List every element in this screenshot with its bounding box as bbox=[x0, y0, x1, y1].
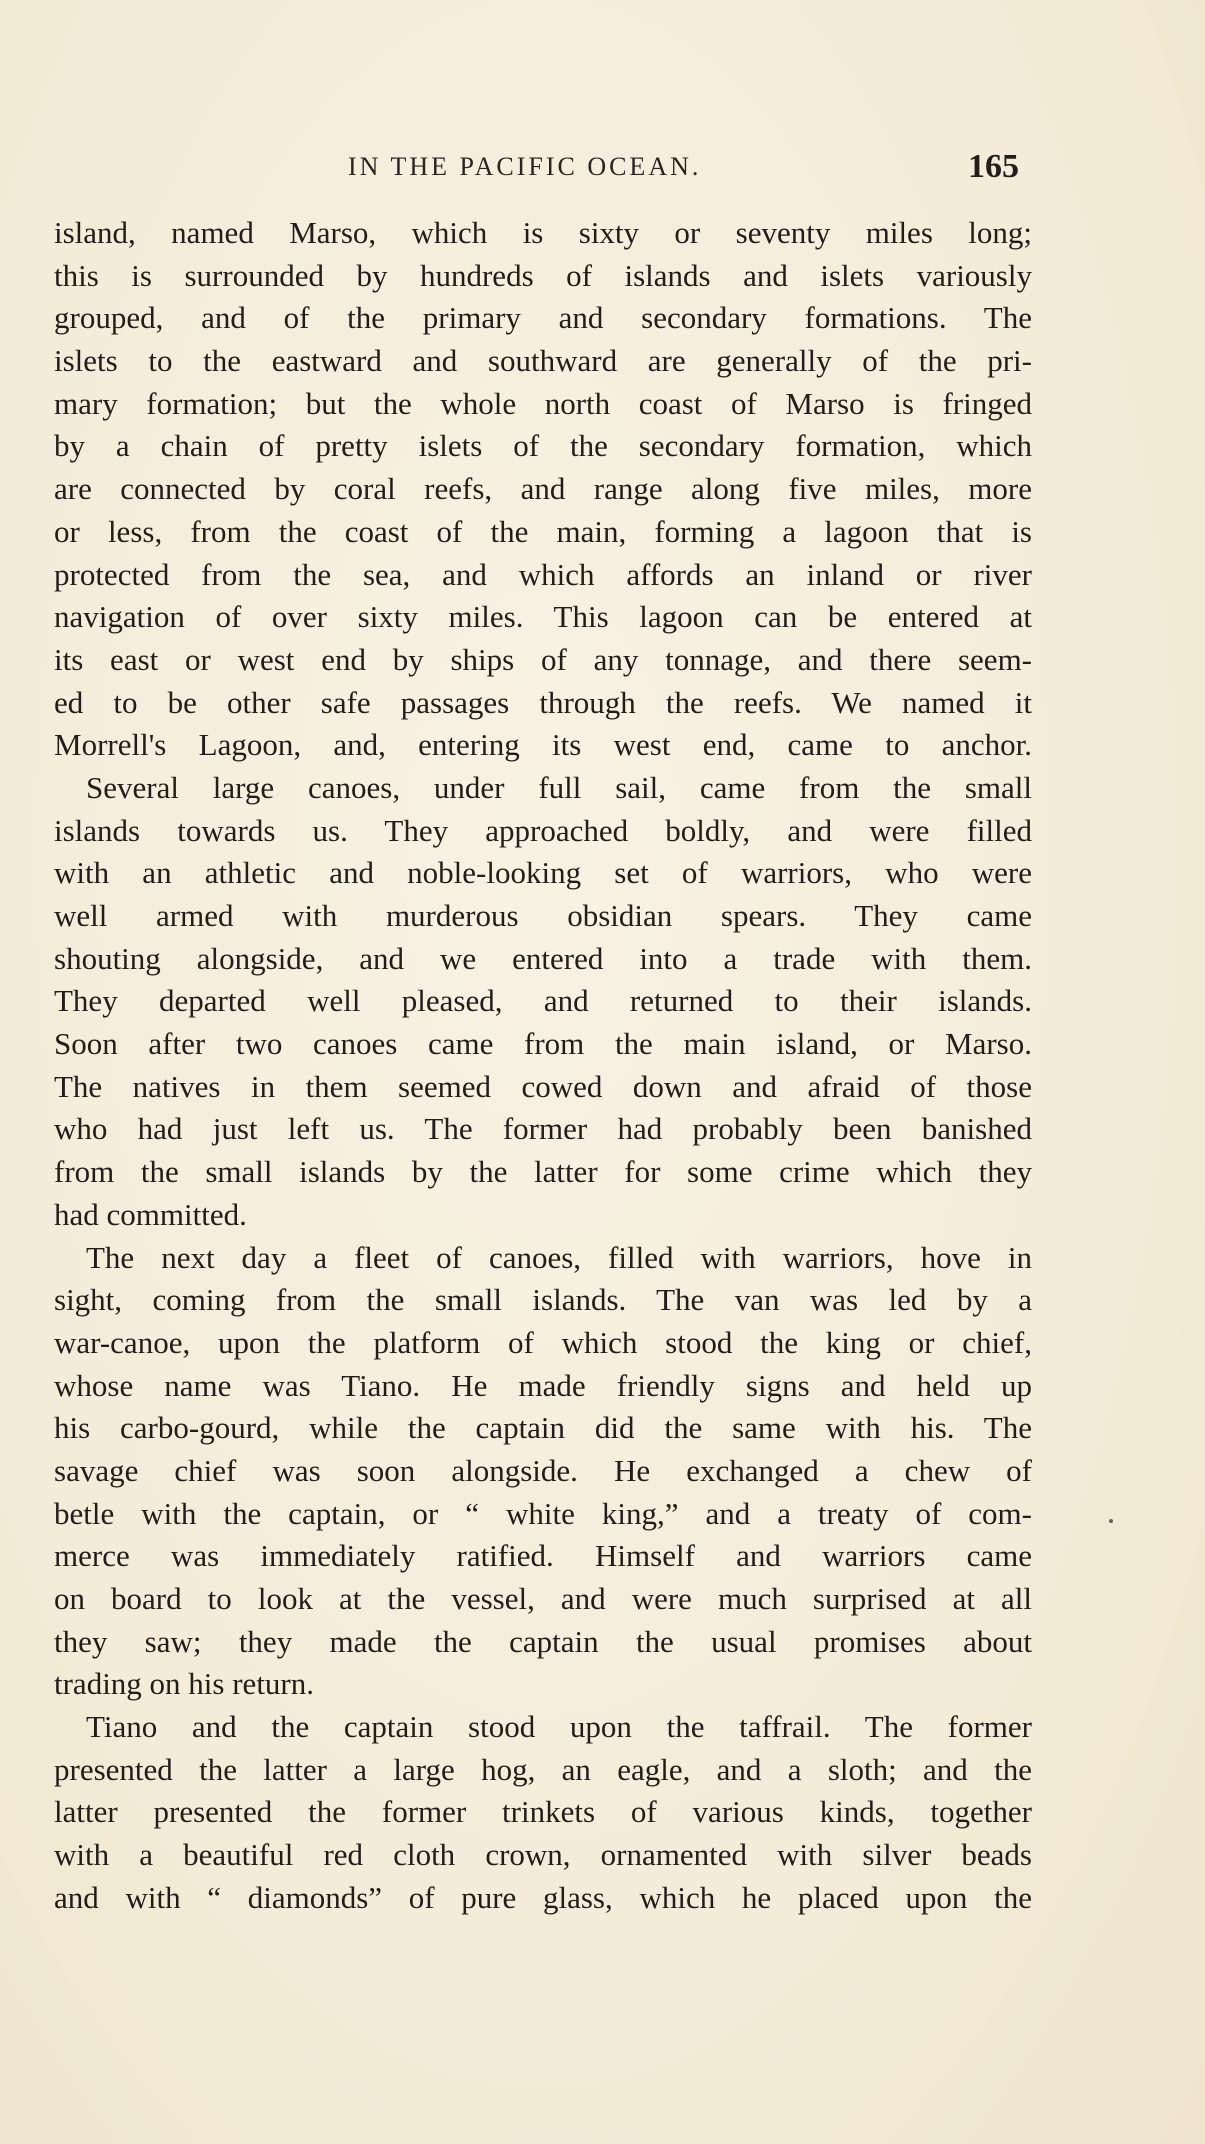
text-line: islets to the eastward and southward are generally of the pri- bbox=[54, 343, 1032, 379]
text-line: from the small islands by the latter for some crime which they bbox=[54, 1154, 1032, 1190]
text-line: Soon after two canoes came from the main island, or Marso. bbox=[54, 1026, 1032, 1062]
text-line: whose name was Tiano. He made friendly signs and held up bbox=[54, 1367, 1032, 1403]
text-line: with a beautiful red cloth crown, ornamented with silver beads bbox=[54, 1837, 1032, 1873]
text-line: ed to be other safe passages through the reefs. We named it bbox=[54, 684, 1032, 720]
text-line: on board to look at the vessel, and were much surprised at all bbox=[54, 1581, 1032, 1616]
text-line: Several large canoes, under full sail, came from the small bbox=[86, 769, 1032, 805]
text-line: war-canoe, upon the platform of which stood the king or chief, bbox=[54, 1324, 1032, 1360]
text-line: had committed. bbox=[54, 1196, 247, 1232]
text-line: protected from the sea, and which affords an inland or river bbox=[54, 556, 1032, 592]
text-line: The next day a fleet of canoes, filled with warriors, hove in bbox=[86, 1239, 1032, 1275]
text-line: navigation of over sixty miles. This lagoon can be entered at bbox=[54, 599, 1032, 635]
text-line: who had just left us. The former had probably been banished bbox=[54, 1111, 1032, 1147]
running-head bbox=[0, 148, 1205, 192]
text-line: sight, coming from the small islands. The van was led by a bbox=[54, 1282, 1032, 1318]
text-line: They departed well pleased, and returned to their islands. bbox=[54, 983, 1032, 1019]
text-line: Morrell's Lagoon, and, entering its west end, came to anchor. bbox=[54, 727, 1032, 763]
text-line: this is surrounded by hundreds of islands and islets variously bbox=[54, 257, 1032, 293]
text-line: The natives in them seemed cowed down and afraid of those bbox=[54, 1068, 1032, 1104]
text-line: presented the latter a large hog, an eagle, and a sloth; and the bbox=[54, 1751, 1032, 1787]
text-line: shouting alongside, and we entered into a trade with them. bbox=[54, 940, 1032, 976]
text-line: its east or west end by ships of any tonnage, and there seem- bbox=[54, 641, 1032, 677]
text-line: trading on his return. bbox=[54, 1666, 315, 1702]
text-line: are connected by coral reefs, and range along five miles, more bbox=[54, 471, 1032, 507]
text-line: latter presented the former trinkets of various kinds, together bbox=[54, 1794, 1032, 1830]
page-number: 165 bbox=[968, 148, 1019, 185]
text-line: his carbo-gourd, while the captain did the same with his. The bbox=[54, 1410, 1032, 1446]
text-line: savage chief was soon alongside. He exchanged a chew of bbox=[54, 1452, 1032, 1488]
text-line: and with “ diamonds” of pure glass, which he placed upon the bbox=[54, 1879, 1032, 1915]
text-line: with an athletic and noble-looking set of warriors, who were bbox=[54, 855, 1032, 891]
text-line: or less, from the coast of the main, forming a lagoon that is bbox=[54, 513, 1032, 549]
body-text bbox=[54, 212, 1032, 1920]
ink-speck bbox=[1109, 1519, 1113, 1523]
text-line: islands towards us. They approached boldly, and were filled bbox=[54, 812, 1032, 848]
text-line: betle with the captain, or “ white king,” and a treaty of com- bbox=[54, 1495, 1032, 1531]
running-title: IN THE PACIFIC OCEAN. bbox=[348, 152, 702, 181]
text-line: merce was immediately ratified. Himself and warriors came bbox=[54, 1538, 1032, 1574]
text-line: grouped, and of the primary and secondary formations. The bbox=[54, 300, 1032, 336]
text-line: by a chain of pretty islets of the secondary formation, which bbox=[54, 428, 1032, 464]
text-line: Tiano and the captain stood upon the taffrail. The former bbox=[86, 1709, 1032, 1745]
text-line: mary formation; but the whole north coast of Marso is fringed bbox=[54, 385, 1032, 421]
text-line: island, named Marso, which is sixty or seventy miles long; bbox=[54, 215, 1032, 250]
text-line: they saw; they made the captain the usual promises about bbox=[54, 1623, 1032, 1659]
text-line: well armed with murderous obsidian spears. They came bbox=[54, 898, 1032, 933]
